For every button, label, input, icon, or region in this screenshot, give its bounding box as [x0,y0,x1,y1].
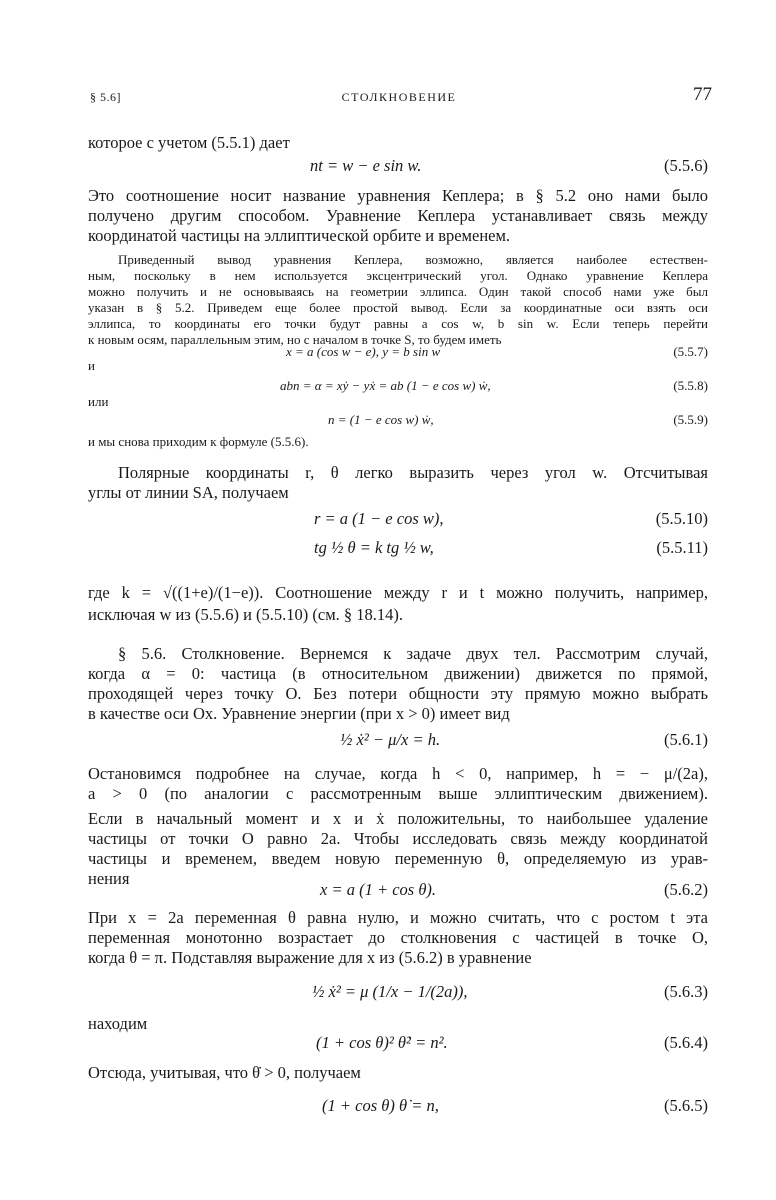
equation-number: (5.6.1) [664,730,708,749]
text-line: Если в начальный момент и x и ẋ положительны, то наибольшее удаление [88,809,708,828]
text-line: углы от линии SA, получаем [88,483,289,502]
equation: x = a (cos w − e), y = b sin w [286,344,441,359]
text-line: a > 0 (по аналогии с рассмотренным выше эллиптическим движением). [88,784,708,803]
equation: n = (1 − e cos w) ẇ, [328,412,434,427]
equation-row [88,1096,708,1120]
equation-row [88,538,708,562]
text-line: частицы от точки O равно 2a. Чтобы исследовать связь между координатой [88,829,708,848]
text-line: Полярные координаты r, θ легко выразить через угол w. Отсчитывая [118,463,708,482]
small-text-line: Приведенный вывод уравнения Кеплера, возможно, является наиболее естествен- [118,252,708,267]
equation: (1 + cos θ)² θ̇² = n². [316,1033,448,1052]
equation-number: (5.5.6) [664,156,708,175]
text-line: получено другим способом. Уравнение Кеплера устанавливает связь между [88,206,708,225]
text-line: координатой частицы на эллиптической орбите и временем. [88,226,511,245]
equation-number: (5.6.2) [664,880,708,899]
equation-number: (5.6.3) [664,982,708,1001]
text-line: где k = √((1+e)/(1−e)). Соотношение между r и t можно получить, например, [88,583,708,602]
equation-row [88,880,708,904]
equation-number: (5.5.8) [673,378,708,393]
equation: x = a (1 + cos θ). [320,880,437,899]
equation: ½ ẋ² − μ/x = h. [340,730,441,749]
page-number: 77 [693,84,712,105]
equation-number: (5.6.4) [664,1033,708,1052]
text-line: когда α = 0: частица (в относительном движении) движется по прямой, [88,664,708,683]
equation-row [88,730,708,754]
text-line: которое с учетом (5.5.1) дает [88,133,290,152]
equation-number: (5.5.7) [673,344,708,359]
section-heading-line: § 5.6. Столкновение. Вернемся к задаче двух тел. Рассмотрим случай, [118,644,708,663]
header-title: СТОЛКНОВЕНИЕ [341,90,457,104]
small-text-line: и [88,358,95,373]
equation-row [88,509,708,533]
equation-row [88,412,708,432]
header-section-ref: § 5.6] [90,90,121,104]
equation-row [88,156,708,180]
text-line: нения [88,869,130,888]
small-text-line: ным, поскольку в нем используется эксцентрический угол. Однако уравнение Кеплера [88,268,708,283]
equation-row [88,982,708,1006]
text-line: исключая w из (5.5.6) и (5.5.10) (см. § 18.14). [88,605,404,624]
text-line: находим [88,1014,148,1033]
equation-number: (5.5.11) [656,538,708,557]
small-text-line: можно получить и не основываясь на геометрии эллипса. Один такой способ нами уже был [88,284,708,299]
small-text-line: к новым осям, параллельным этим, но с началом в точке S, то будем иметь [88,332,502,347]
text-line: в качестве оси Ox. Уравнение энергии (при x > 0) имеет вид [88,704,510,723]
equation: tg ½ θ = k tg ½ w, [314,538,434,557]
text-line: переменная монотонно возрастает до столкновения с частицей в точке O, [88,928,708,947]
text-line: Остановимся подробнее на случае, когда h < 0, например, h = − μ/(2a), [88,764,708,783]
equation-number: (5.5.9) [673,412,708,427]
equation: nt = w − e sin w. [310,156,422,175]
equation-number: (5.6.5) [664,1096,708,1115]
small-text-line: указан в § 5.2. Приведем еще более простой вывод. Если за координатные оси взять оси [88,300,708,315]
text-line: когда θ = π. Подставляя выражение для x из (5.6.2) в уравнение [88,948,532,967]
small-text-line: эллипса, то координаты его точки будут равны a cos w, b sin w. Если теперь перейти [88,316,708,331]
running-header [86,86,712,108]
equation-row [88,1033,708,1057]
equation-number: (5.5.10) [655,509,708,528]
equation: r = a (1 − e cos w), [314,509,444,528]
small-text-line: или [88,394,109,409]
text-line: Отсюда, учитывая, что θ̇ > 0, получаем [88,1063,361,1082]
equation: ½ ẋ² = μ (1/x − 1/(2a)), [312,982,468,1001]
equation: (1 + cos θ) θ̇ = n, [322,1096,439,1115]
equation: abn = α = xẏ − yẋ = ab (1 − e cos w) ẇ, [280,378,491,393]
text-line: проходящей через точку O. Без потери общности эту прямую можно выбрать [88,684,708,703]
text-line: Это соотношение носит название уравнения Кеплера; в § 5.2 оно нами было [88,186,708,205]
text-line: частицы и временем, введем новую переменную θ, определяемую из урав- [88,849,708,868]
small-text-line: и мы снова приходим к формуле (5.5.6). [88,434,309,449]
text-line: При x = 2a переменная θ равна нулю, и можно считать, что с ростом t эта [88,908,708,927]
